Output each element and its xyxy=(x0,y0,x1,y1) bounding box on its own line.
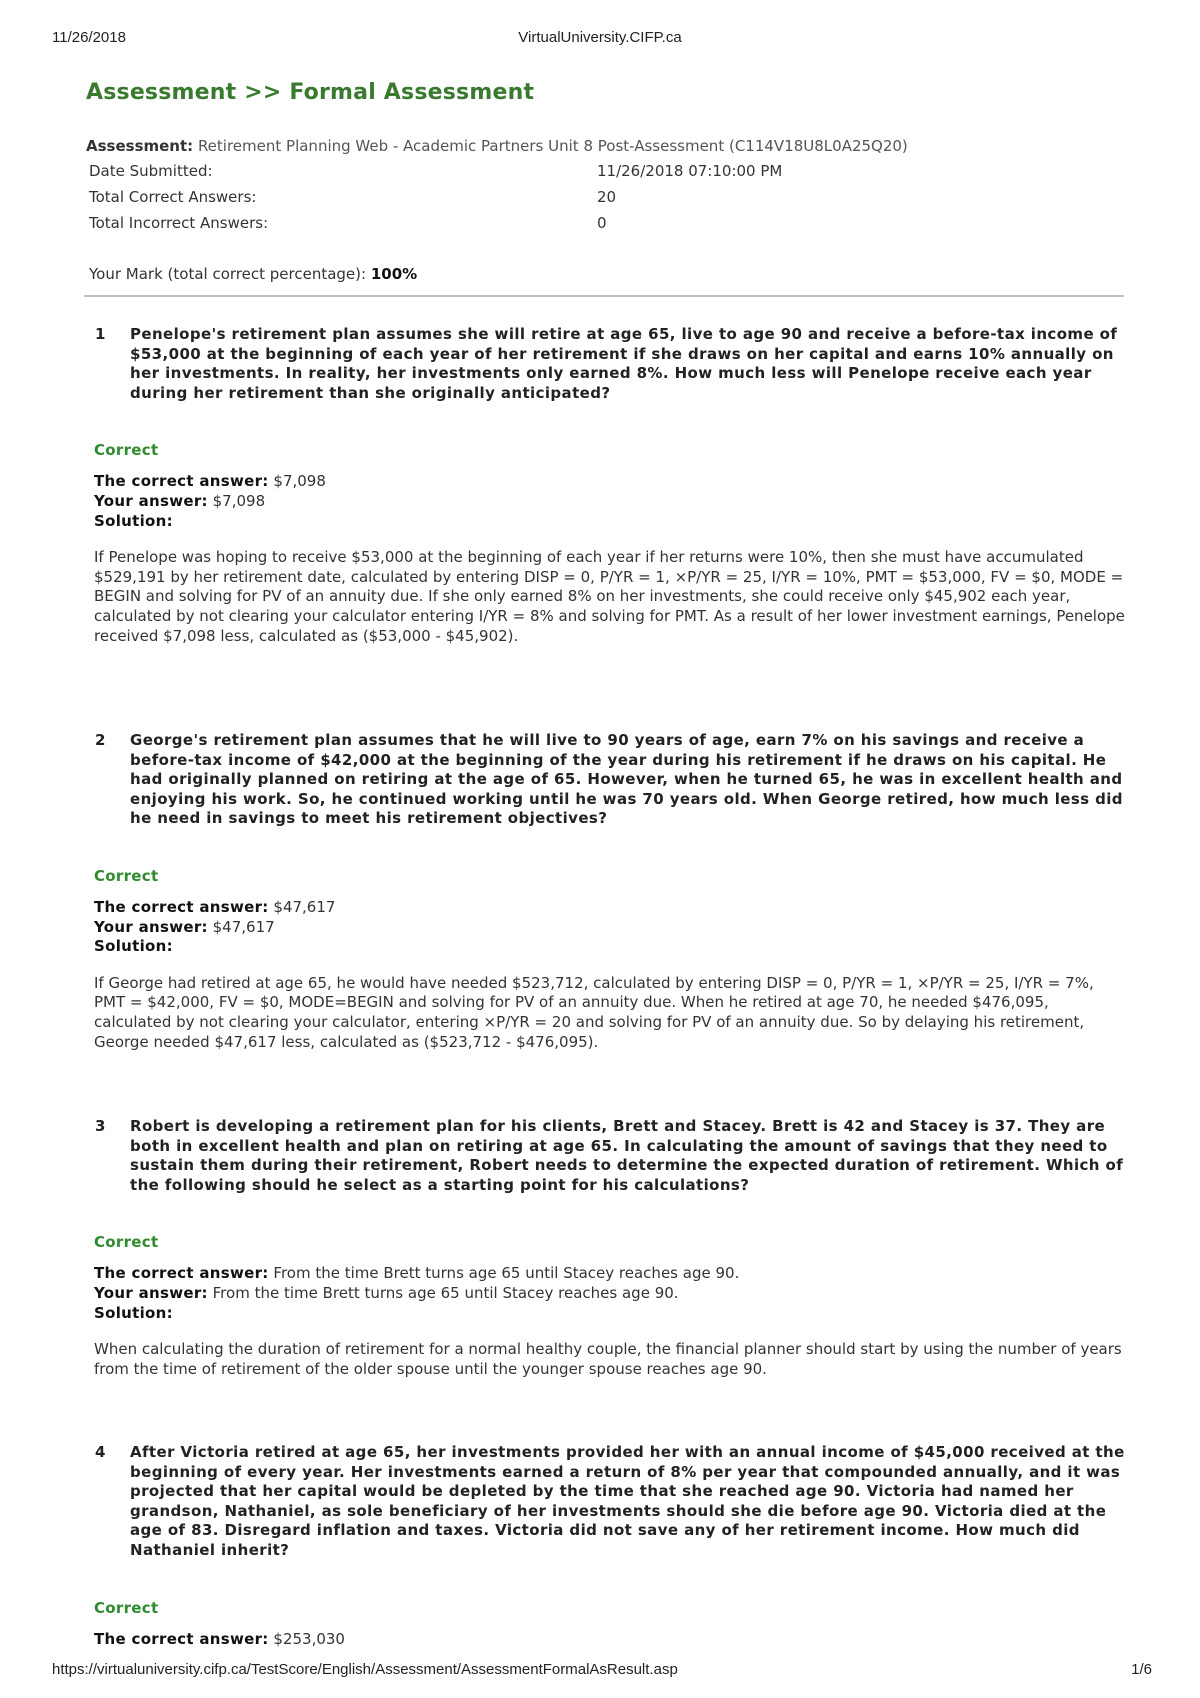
assessment-line xyxy=(86,137,908,155)
your-answer-line xyxy=(94,1284,1126,1304)
question-header xyxy=(86,1117,1126,1195)
total-correct-label: Total Correct Answers: xyxy=(89,188,257,206)
your-answer-line xyxy=(94,492,1126,512)
correct-answer-line xyxy=(94,898,1126,918)
date-submitted-value: 11/26/2018 07:10:00 PM xyxy=(597,162,783,180)
question-number: 3 xyxy=(95,1117,106,1135)
mark-label: Your Mark (total correct percentage): xyxy=(89,265,367,283)
correct-answer-line xyxy=(94,1264,1126,1284)
correct-answer-line xyxy=(94,1630,1126,1650)
status-correct: Correct xyxy=(94,441,159,460)
solution-label: Solution: xyxy=(94,511,173,530)
correct-answer-label: The correct answer: xyxy=(94,1264,269,1283)
question-header xyxy=(86,731,1126,829)
correct-answer-label: The correct answer: xyxy=(94,472,269,491)
correct-answer-value: From the time Brett turns age 65 until Stacey reaches age 90. xyxy=(273,1264,740,1283)
total-correct-value: 20 xyxy=(597,188,617,206)
question-text: George's retirement plan assumes that he will live to 90 years of age, earn 7% on his savings and receive a before-tax income of $42,000 at the beginning of the year during his retirement if he draws on his capital. He had originally planned on retiring at the age of 65. However, when he turned 65, he was in excellent health and enjoying his work. So, he continued working until he was 70 years old. When George retired, how much less did he need in savings to meet his retirement objectives? xyxy=(130,731,1123,828)
your-answer-line xyxy=(94,918,1126,938)
answers xyxy=(94,1264,1126,1323)
solution-label-line xyxy=(94,937,1126,957)
question-text: After Victoria retired at age 65, her investments provided her with an annual income of $45,000 received at the beginning of every year. Her investments earned a return of 8% per year that compounded annually, and it was projected that her capital would be depleted by the time that she reached age 90. Victoria had named her grandson, Nathaniel, as sole beneficiary of her investments should she die before age 90. Victoria died at the age of 83. Disregard inflation and taxes. Victoria did not save any of her retirement income. How much did Nathaniel inherit? xyxy=(130,1443,1125,1559)
divider xyxy=(84,295,1124,297)
print-header xyxy=(0,29,1200,49)
question-number: 4 xyxy=(95,1443,106,1461)
page-number: 1/6 xyxy=(1131,1661,1152,1678)
correct-answer-value: $253,030 xyxy=(273,1629,345,1648)
question-text: Robert is developing a retirement plan for his clients, Brett and Stacey. Brett is 42 and Stacey is 37. They are both in excellent health and plan on retiring at age 65. In calculating the amount of savings that they need to sustain them during their retirement, Robert needs to determine the expected duration of retirement. Which of the following should he select as a starting point for his calculations? xyxy=(130,1117,1124,1194)
solution-text: If Penelope was hoping to receive $53,000 at the beginning of each year if her returns were 10%, then she must have accumulated $529,191 by her retirement date, calculated by entering DISP = 0, P/YR = 1, ×P/YR = 25, I/YR = 10%, PMT = $53,000, FV = $0, MODE = BEGIN and solving for PV of an annuity due. If she only earned 8% on her investments, she could receive only $45,902 each year, calculated by not clearing your calculator entering I/YR = 8% and solving for PMT. As a result of her lower investment earnings, Penelope received $7,098 less, calculated as ($53,000 - $45,902). xyxy=(94,548,1125,645)
correct-answer-label: The correct answer: xyxy=(94,1629,269,1648)
status-correct: Correct xyxy=(94,866,159,885)
your-answer-value: From the time Brett turns age 65 until Stacey reaches age 90. xyxy=(212,1283,679,1302)
print-date: 11/26/2018 xyxy=(52,29,126,46)
correct-answer-label: The correct answer: xyxy=(94,897,269,916)
summary-row-date xyxy=(89,162,989,188)
question-number: 2 xyxy=(95,731,106,749)
your-answer-label: Your answer: xyxy=(94,917,208,936)
answers xyxy=(94,472,1126,531)
solution-label-line xyxy=(94,512,1126,532)
correct-answer-line xyxy=(94,472,1126,492)
question-block xyxy=(86,731,1126,1052)
solution-text: If George had retired at age 65, he would have needed $523,712, calculated by entering DISP = 0, P/YR = 1, ×P/YR = 25, I/YR = 7%, PMT = $42,000, FV = $0, MODE=BEGIN and solving for PV of an annuity due. When he retired at age 70, he needed $476,095, calculated by not clearing your calculator, entering ×P/YR = 20 and solving for PV of an annuity due. So by delaying his retirement, George needed $47,617 less, calculated as ($523,712 - $476,095). xyxy=(94,973,1094,1051)
question-number: 1 xyxy=(95,325,106,343)
answers xyxy=(94,898,1126,957)
summary-row-incorrect xyxy=(89,214,989,240)
question-text: Penelope's retirement plan assumes she will retire at age 65, live to age 90 and receive a before-tax income of $53,000 at the beginning of each year of her retirement if she draws on her capital and earns 10% annually on her investments. In reality, her investments only earned 8%. How much less will Penelope receive each year during her retirement than she originally anticipated? xyxy=(130,325,1118,402)
summary-table xyxy=(89,162,989,240)
question-block xyxy=(86,325,1126,646)
correct-answer-value: $7,098 xyxy=(273,472,326,491)
solution-label: Solution: xyxy=(94,1303,173,1322)
status-correct: Correct xyxy=(94,1598,159,1617)
correct-answer-value: $47,617 xyxy=(273,897,336,916)
status-correct: Correct xyxy=(94,1233,159,1252)
print-footer xyxy=(0,1661,1200,1681)
total-incorrect-label: Total Incorrect Answers: xyxy=(89,214,269,232)
total-incorrect-value: 0 xyxy=(597,214,607,232)
mark-value: 100% xyxy=(370,265,418,283)
your-answer-value: $7,098 xyxy=(212,491,266,510)
your-answer-label: Your answer: xyxy=(94,1283,208,1302)
solution-text: When calculating the duration of retirement for a normal healthy couple, the financial planner should start by using the number of years from the time of retirement of the older spouse until the younger spouse reaches age 90. xyxy=(94,1340,1122,1378)
solution-label: Solution: xyxy=(94,937,173,956)
solution-label-line xyxy=(94,1304,1126,1324)
summary-row-correct xyxy=(89,188,989,214)
print-site-title: VirtualUniversity.CIFP.ca xyxy=(518,29,682,46)
assessment-name: Retirement Planning Web - Academic Partners Unit 8 Post-Assessment (C114V18U8L0A25Q20) xyxy=(197,137,908,155)
question-header xyxy=(86,325,1126,403)
mark-line xyxy=(89,265,417,283)
page-url: https://virtualuniversity.cifp.ca/TestScore/English/Assessment/AssessmentFormalAsResult.asp xyxy=(52,1661,678,1678)
answers xyxy=(94,1630,1126,1650)
question-block xyxy=(86,1443,1126,1649)
date-submitted-label: Date Submitted: xyxy=(89,162,213,180)
question-header xyxy=(86,1443,1126,1561)
assessment-label: Assessment: xyxy=(86,137,194,155)
your-answer-value: $47,617 xyxy=(212,917,275,936)
your-answer-label: Your answer: xyxy=(94,491,208,510)
question-block xyxy=(86,1117,1126,1379)
page-title: Assessment >> Formal Assessment xyxy=(86,80,535,105)
